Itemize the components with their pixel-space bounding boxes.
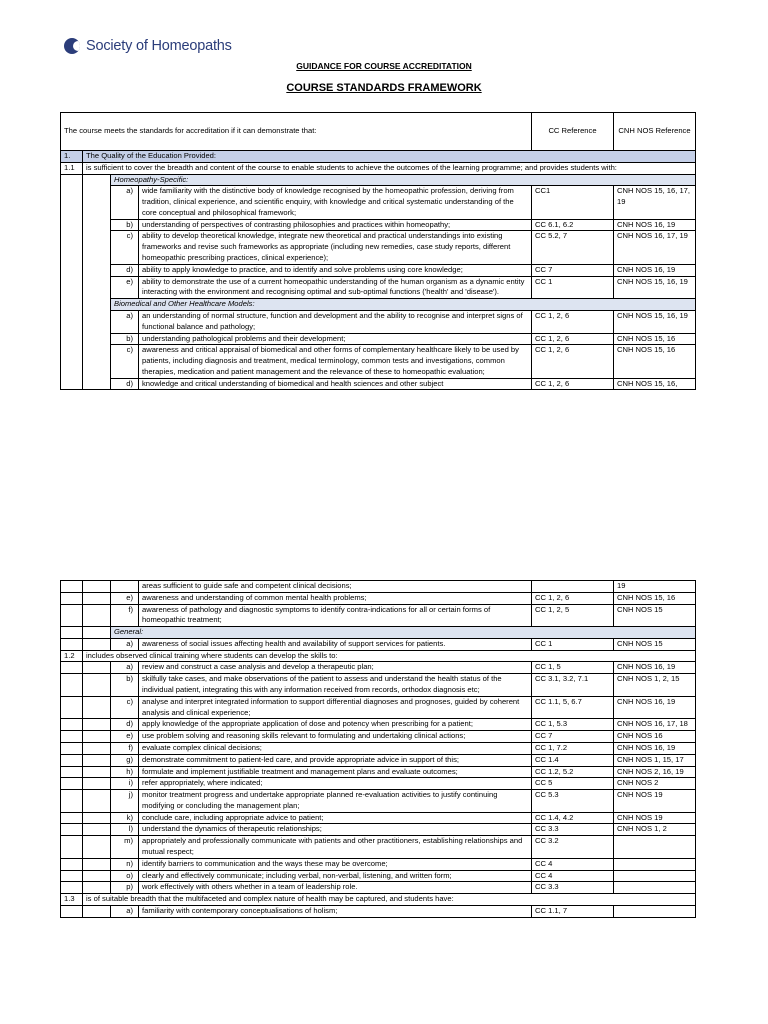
criterion-text: understand the dynamics of therapeutic relationships; [139,824,532,836]
cnh-reference: CNH NOS 15, 16, 19 [614,310,696,333]
indent-cell [83,858,111,870]
cnh-reference [614,836,696,859]
cnh-reference: CNH NOS 16, 19 [614,662,696,674]
cc-reference: CC 1 [532,638,614,650]
cnh-reference [614,905,696,917]
society-logo [64,38,232,54]
guidance-title: GUIDANCE FOR COURSE ACCREDITATION [296,61,472,71]
cnh-reference: CNH NOS 15 [614,604,696,627]
cc-reference: CC 1.1, 7 [532,905,614,917]
section-number: 1. [61,151,83,163]
indent-cell [61,766,83,778]
cc-reference: CC 1.2, 5.2 [532,766,614,778]
indent-cell [61,662,83,674]
subheading-row [61,174,696,186]
cnh-reference: CNH NOS 1, 15, 17 [614,754,696,766]
cc-reference: CC 1.4 [532,754,614,766]
criterion-text: review and construct a case analysis and develop a therapeutic plan; [139,662,532,674]
indent-cell [83,627,111,639]
section-title: The Quality of the Education Provided: [83,151,696,163]
criterion-text: ability to apply knowledge to practice, and to identify and solve problems using core knowledge; [139,264,532,276]
clause-text: is sufficient to cover the breadth and content of the course to enable students to achieve the outcomes of the learning programme; and provides students with: [83,162,696,174]
clause-number: 1.1 [61,162,83,174]
indent-cell [61,790,83,813]
framework-title: COURSE STANDARDS FRAMEWORK [286,82,482,94]
cc-reference: CC 4 [532,858,614,870]
continuation-row [61,581,696,593]
indent-cell [61,824,83,836]
header-cnh-reference: CNH NOS Reference [614,113,696,151]
cnh-reference: CNH NOS 16, 19 [614,696,696,719]
indent-cell [83,731,111,743]
criterion-letter: f) [111,742,139,754]
indent-cell [61,754,83,766]
header-intro: The course meets the standards for accreditation if it can demonstrate that: [61,113,532,151]
criterion-letter: c) [111,345,139,378]
logo-brand: Homeopaths [151,38,232,54]
cc-reference: CC 7 [532,731,614,743]
criterion-row [61,276,696,299]
criterion-text: awareness and critical appraisal of biomedical and other forms of complementary healthcare likely to be used by patients, including diagnosis and treatment, medical terminology, common tests and investigations, common therapies, medication and patient management and the relevance of these to homeopathic evaluation; [139,345,532,378]
indent-cell [61,870,83,882]
cnh-reference: CNH NOS 15 [614,638,696,650]
cc-reference: CC 1, 5.3 [532,719,614,731]
indent-cell [83,905,111,917]
criterion-letter: j) [111,790,139,813]
table-header-row [61,113,696,151]
criterion-row [61,778,696,790]
clause-number: 1.2 [61,650,83,662]
criterion-text: refer appropriately, where indicated; [139,778,532,790]
cc-reference: CC 1.1, 5, 6.7 [532,696,614,719]
criterion-letter: a) [111,638,139,650]
standards-table-page-1 [60,112,696,390]
criterion-letter: k) [111,812,139,824]
criterion-text: knowledge and critical understanding of biomedical and health sciences and other subject [139,378,532,390]
criterion-letter: m) [111,836,139,859]
cc-reference: CC 1, 5 [532,662,614,674]
indent-cell [83,790,111,813]
cc-reference: CC 1, 2, 6 [532,378,614,390]
indent-cell [83,592,111,604]
cnh-reference [614,858,696,870]
cc-reference: CC 4 [532,870,614,882]
criterion-row [61,870,696,882]
cc-reference: CC 1 [532,276,614,299]
cnh-reference: CNH NOS 16, 19 [614,219,696,231]
cc-reference: CC 6.1, 6.2 [532,219,614,231]
criterion-text: familiarity with contemporary conceptualisations of holism; [139,905,532,917]
criterion-row [61,858,696,870]
logo-text [86,38,232,54]
clause-number: 1.3 [61,894,83,906]
criterion-letter: d) [111,719,139,731]
indent-cell [83,638,111,650]
cnh-reference: CNH NOS 1, 2 [614,824,696,836]
criterion-row [61,882,696,894]
cnh-reference: CNH NOS 15, 16, 17, 19 [614,186,696,219]
criterion-row [61,345,696,378]
criterion-text: understanding of perspectives of contrasting philosophies and practices within homeopathy; [139,219,532,231]
criterion-row [61,836,696,859]
criterion-text: use problem solving and reasoning skills relevant to formulating and undertaking clinical actions; [139,731,532,743]
criterion-text: ability to develop theoretical knowledge, integrate new theoretical and practical understandings into existing frameworks and revise such frameworks as appropriate (including new remedies, case study reports, different homeopathic prescribing practices, clinical experience); [139,231,532,264]
indent-cell [61,731,83,743]
subheading-row [61,299,696,311]
cnh-reference: CNH NOS 15, 16 [614,592,696,604]
criterion-text: work effectively with others whether in a team of leadership role. [139,882,532,894]
criterion-letter: d) [111,378,139,390]
subheading-biomedical: Biomedical and Other Healthcare Models: [111,299,696,311]
criterion-row [61,790,696,813]
criterion-letter: l) [111,824,139,836]
criterion-row [61,378,696,390]
criterion-row [61,905,696,917]
criterion-text: skilfully take cases, and make observations of the patient to assess and understand the health status of the individual patient, integrating this with any information received from records, orthodox diagnosis etc; [139,674,532,697]
indent-cell [83,581,111,593]
cnh-reference: CNH NOS 15, 16 [614,333,696,345]
indent-cell [111,581,139,593]
header-cc-reference: CC Reference [532,113,614,151]
criterion-letter: a) [111,310,139,333]
indent-cell [61,812,83,824]
criterion-row [61,219,696,231]
indent-cell [83,882,111,894]
cnh-reference: CNH NOS 16 [614,731,696,743]
cc-reference: CC 3.2 [532,836,614,859]
indent-cell [61,627,83,639]
criterion-text: wide familiarity with the distinctive body of knowledge recognised by the homeopathic profession, deriving from tradition, clinical experience, and scientific enquiry, with knowledge and critical systematic understanding of the core conceptual and philosophical framework; [139,186,532,219]
criterion-text: clearly and effectively communicate; including verbal, non-verbal, listening, and written form; [139,870,532,882]
criterion-letter: g) [111,754,139,766]
criterion-letter: d) [111,264,139,276]
clause-row [61,162,696,174]
indent-cell [61,174,83,390]
indent-cell [83,778,111,790]
cc-reference: CC 1, 2, 5 [532,604,614,627]
cnh-reference: CNH NOS 15, 16, 19 [614,276,696,299]
criterion-text: an understanding of normal structure, function and development and the ability to recognise and interpret signs of functional balance and pathology; [139,310,532,333]
criterion-letter: a) [111,905,139,917]
indent-cell [61,858,83,870]
indent-cell [83,824,111,836]
cnh-reference: CNH NOS 16, 17, 19 [614,231,696,264]
clause-text: is of suitable breadth that the multifaceted and complex nature of health may be captured, and students have: [83,894,696,906]
criterion-letter: h) [111,766,139,778]
criterion-row [61,231,696,264]
indent-cell [83,812,111,824]
indent-cell [61,674,83,697]
criterion-letter: b) [111,333,139,345]
criterion-row [61,731,696,743]
cnh-reference: CNH NOS 1, 2, 15 [614,674,696,697]
subheading-homeopathy: Homeopathy-Specific: [111,174,696,186]
criterion-letter: n) [111,858,139,870]
cnh-reference: CNH NOS 19 [614,812,696,824]
indent-cell [61,604,83,627]
indent-cell [61,778,83,790]
criterion-row [61,638,696,650]
indent-cell [83,674,111,697]
logo-prefix: Society of [86,38,152,54]
criterion-text: analyse and interpret integrated information to support differential diagnoses and prognoses, guided by coherent analysis and clinical experience; [139,696,532,719]
subheading-general: General: [111,627,696,639]
indent-cell [61,696,83,719]
cnh-reference [614,882,696,894]
criterion-letter: p) [111,882,139,894]
criterion-row [61,766,696,778]
criterion-text: identify barriers to communication and the ways these may be overcome; [139,858,532,870]
cnh-reference [614,870,696,882]
cnh-reference: CNH NOS 16, 19 [614,742,696,754]
indent-cell [61,719,83,731]
cc-reference: CC 1, 2, 6 [532,333,614,345]
criterion-letter: a) [111,662,139,674]
criterion-letter: i) [111,778,139,790]
criterion-letter: o) [111,870,139,882]
criterion-text: apply knowledge of the appropriate application of dose and potency when prescribing for a patient; [139,719,532,731]
criterion-row [61,754,696,766]
cc-reference: CC 1, 2, 6 [532,310,614,333]
criterion-letter: b) [111,219,139,231]
criterion-text: conclude care, including appropriate advice to patient; [139,812,532,824]
criterion-row [61,604,696,627]
criterion-text: awareness and understanding of common mental health problems; [139,592,532,604]
cnh-reference: 19 [614,581,696,593]
criterion-text: areas sufficient to guide safe and competent clinical decisions; [139,581,532,593]
criterion-text: awareness of pathology and diagnostic symptoms to identify contra-indications for all or certain forms of homeopathic treatment; [139,604,532,627]
criterion-text: evaluate complex clinical decisions; [139,742,532,754]
criterion-row [61,719,696,731]
cnh-reference: CNH NOS 2 [614,778,696,790]
criterion-row [61,310,696,333]
indent-cell [83,719,111,731]
criterion-text: demonstrate commitment to patient-led care, and provide appropriate advice in support of this; [139,754,532,766]
criterion-row [61,742,696,754]
cc-reference [532,581,614,593]
criterion-letter: e) [111,592,139,604]
criterion-row [61,333,696,345]
cc-reference: CC 5.3 [532,790,614,813]
criterion-letter: e) [111,276,139,299]
cc-reference: CC 1, 2, 6 [532,345,614,378]
criterion-letter: a) [111,186,139,219]
cnh-reference: CNH NOS 16, 19 [614,264,696,276]
criterion-letter: f) [111,604,139,627]
criterion-text: awareness of social issues affecting health and availability of support services for patients. [139,638,532,650]
criterion-row [61,812,696,824]
indent-cell [61,638,83,650]
cnh-reference: CNH NOS 16, 17, 18 [614,719,696,731]
indent-cell [83,754,111,766]
indent-cell [83,604,111,627]
clause-row [61,650,696,662]
indent-cell [61,905,83,917]
indent-cell [83,662,111,674]
cc-reference: CC 5 [532,778,614,790]
criterion-row [61,264,696,276]
criterion-text: understanding pathological problems and their development; [139,333,532,345]
section-row [61,151,696,163]
indent-cell [83,766,111,778]
cc-reference: CC 3.3 [532,824,614,836]
clause-text: includes observed clinical training where students can develop the skills to: [83,650,696,662]
cc-reference: CC 5.2, 7 [532,231,614,264]
indent-cell [83,174,111,390]
cnh-reference: CNH NOS 15, 16, [614,378,696,390]
indent-cell [83,742,111,754]
criterion-letter: b) [111,674,139,697]
cc-reference: CC 1.4, 4.2 [532,812,614,824]
criterion-text: appropriately and professionally communicate with patients and other practitioners, establishing relationships and mutual respect; [139,836,532,859]
criterion-text: formulate and implement justifiable treatment and management plans and evaluate outcomes; [139,766,532,778]
cc-reference: CC 1, 2, 6 [532,592,614,604]
criterion-text: ability to demonstrate the use of a current homeopathic understanding of the human organism as a dynamic entity interacting with the environment and recognising optimal and sub-optimal functions ('health' and 'disease'). [139,276,532,299]
criterion-row [61,592,696,604]
cc-reference: CC 3.1, 3.2, 7.1 [532,674,614,697]
clause-row [61,894,696,906]
indent-cell [83,870,111,882]
indent-cell [61,581,83,593]
indent-cell [61,742,83,754]
cnh-reference: CNH NOS 2, 16, 19 [614,766,696,778]
indent-cell [83,836,111,859]
cc-reference: CC 1, 7.2 [532,742,614,754]
indent-cell [83,696,111,719]
criterion-row [61,186,696,219]
criterion-letter: c) [111,231,139,264]
criterion-row [61,662,696,674]
criterion-row [61,696,696,719]
cnh-reference: CNH NOS 15, 16 [614,345,696,378]
cc-reference: CC 7 [532,264,614,276]
standards-table-page-2 [60,580,696,918]
indent-cell [61,836,83,859]
criterion-letter: c) [111,696,139,719]
criterion-letter: e) [111,731,139,743]
cc-reference: CC1 [532,186,614,219]
cnh-reference: CNH NOS 19 [614,790,696,813]
criterion-row [61,674,696,697]
criterion-row [61,824,696,836]
criterion-text: monitor treatment progress and undertake appropriate planned re-evaluation activities to justify continuing modifying or concluding the management plan; [139,790,532,813]
society-logo-icon [64,38,80,54]
indent-cell [61,882,83,894]
cc-reference: CC 3.3 [532,882,614,894]
subheading-row [61,627,696,639]
indent-cell [61,592,83,604]
